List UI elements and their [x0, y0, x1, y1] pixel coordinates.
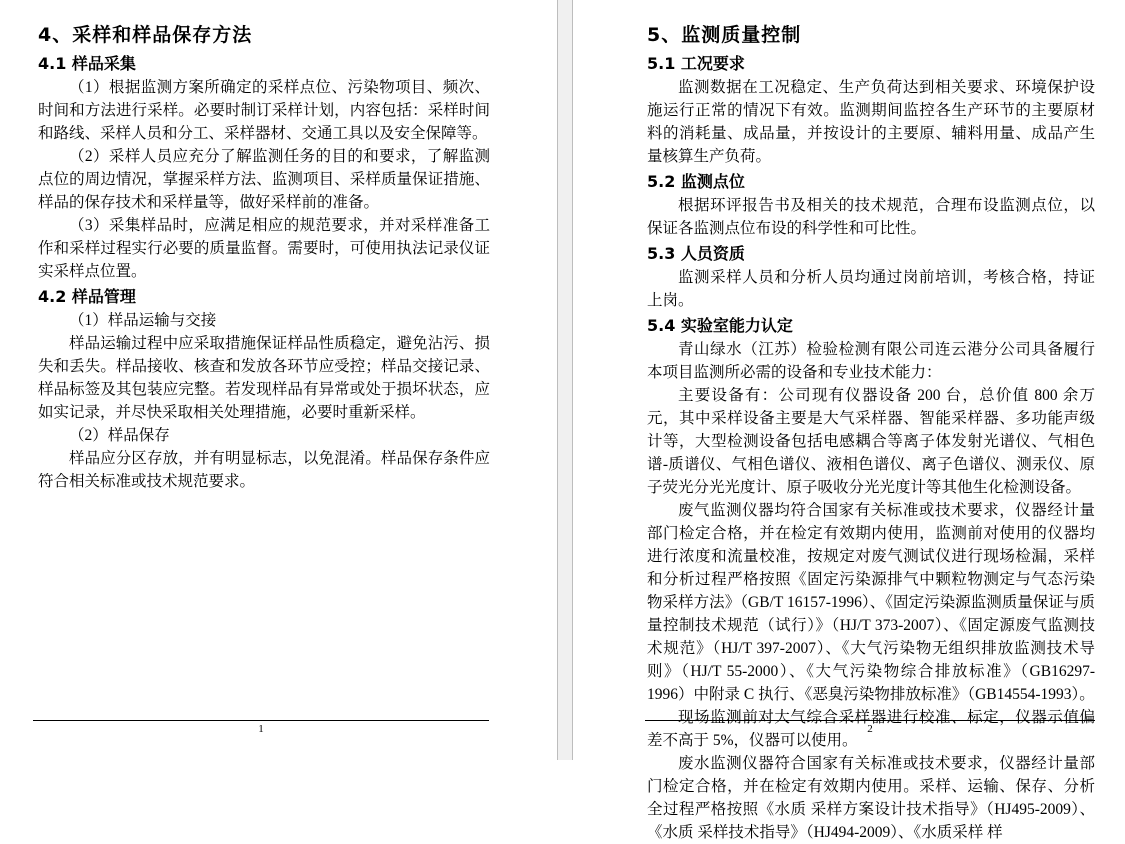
section-heading: 5.1 工况要求: [647, 54, 745, 73]
page-2-footer: [645, 720, 1095, 736]
paragraph: （2）采样人员应充分了解监测任务的目的和要求，了解监测点位的周边情况，掌握采样方法、监测项目、采样质量保证措施、样品的保存技术和采样量等，做好采样前的准备。: [38, 148, 490, 211]
section-heading: 4.1 样品采集: [38, 54, 136, 73]
paragraph: 样品运输过程中应采取措施保证样品性质稳定，避免沾污、损失和丢失。样品接收、核查和发放各环节应受控；样品交接记录、样品标签及其包装应完整。若发现样品有异常或处于损坏状态，应如实记录，并尽快采取相关处理措施，必要时重新采样。: [38, 335, 490, 421]
paragraph: 主要设备有：公司现有仪器设备 200 台，总价值 800 余万元，其中采样设备主要是大气采样器、智能采样器、多功能声级计等，大型检测设备包括电感耦合等离子体发射光谱仪、气相色谱-质谱仪、气相色谱仪、液相色谱仪、离子色谱仪、测汞仪、原子荧光分光光度计、原子吸收分光光度计等其他生化检测设备。: [647, 387, 1095, 496]
section-heading: 5.3 人员资质: [647, 244, 745, 263]
footer-rule: [33, 720, 489, 721]
page-title: 4、采样和样品保存方法: [38, 24, 253, 46]
paragraph: （3）采集样品时，应满足相应的规范要求，并对采样准备工作和采样过程实行必要的质量监督。需要时，可使用执法记录仪证实采样点位置。: [38, 217, 490, 280]
paragraph: （1）根据监测方案所确定的采样点位、污染物项目、频次、时间和方法进行采样。必要时制订采样计划，内容包括：采样时间和路线、采样人员和分工、采样器材、交通工具以及安全保障等。: [38, 79, 490, 142]
paragraph: 废气监测仪器均符合国家有关标准或技术要求，仪器经计量部门检定合格，并在检定有效期内使用，监测前对使用的仪器均进行浓度和流量校准，按规定对废气测试仪进行现场检漏，采样和分析过程严格按照《固定污染源排气中颗粒物测定与气态污染物采样方法》（GB/T 16157-1996）、《固定污染源监测质量保证与质量控制技术规范（试行）》（HJ/T 373-2007）、《固定源废气监测技术规范》（HJ/T 397-2007）、《大气污染物无组织排放监测技术导则》（HJ/T 55-2000）、《大气污染物综合排放标准》（GB16297-1996）中附录 C 执行、《恶臭污染物排放标准》（GB14554-1993）。: [647, 502, 1095, 703]
section-heading: 5.4 实验室能力认定: [647, 316, 793, 335]
paragraph: （1）样品运输与交接: [69, 312, 217, 329]
section-heading: 5.2 监测点位: [647, 172, 745, 191]
page-gap-divider: [557, 0, 573, 760]
paragraph: 现场监测前对大气综合采样器进行校准、标定，仪器示值偏差不高于 5%，仪器可以使用。: [647, 709, 1095, 749]
page-1: [38, 22, 490, 493]
paragraph: 监测采样人员和分析人员均通过岗前培训，考核合格，持证上岗。: [647, 269, 1095, 309]
paragraph: 监测数据在工况稳定、生产负荷达到相关要求、环境保护设施运行正常的情况下有效。监测期间监控各生产环节的主要原材料的消耗量、成品量，并按设计的主要原、辅料用量、成品产生量核算生产负荷。: [647, 79, 1095, 165]
page-number: 2: [867, 723, 873, 735]
footer-rule: [645, 720, 1095, 721]
paragraph: 根据环评报告书及相关的技术规范，合理布设监测点位，以保证各监测点位布设的科学性和可比性。: [647, 197, 1095, 237]
section-heading: 4.2 样品管理: [38, 287, 136, 306]
page-title: 5、监测质量控制: [647, 24, 802, 46]
paragraph: （2）样品保存: [69, 427, 170, 444]
paragraph: 废水监测仪器符合国家有关标准或技术要求，仪器经计量部门检定合格，并在检定有效期内使用。采样、运输、保存、分析全过程严格按照《水质 采样方案设计技术指导》（HJ495-2009）、《水质 采样技术指导》（HJ494-2009）、《水质采样 样: [647, 755, 1095, 841]
paragraph: 青山绿水（江苏）检验检测有限公司连云港分公司具备履行本项目监测所必需的设备和专业技术能力：: [647, 341, 1095, 381]
page-number: 1: [258, 723, 264, 735]
paragraph: 样品应分区存放，并有明显标志，以免混淆。样品保存条件应符合相关标准或技术规范要求。: [38, 450, 490, 490]
page-1-footer: [33, 720, 489, 736]
